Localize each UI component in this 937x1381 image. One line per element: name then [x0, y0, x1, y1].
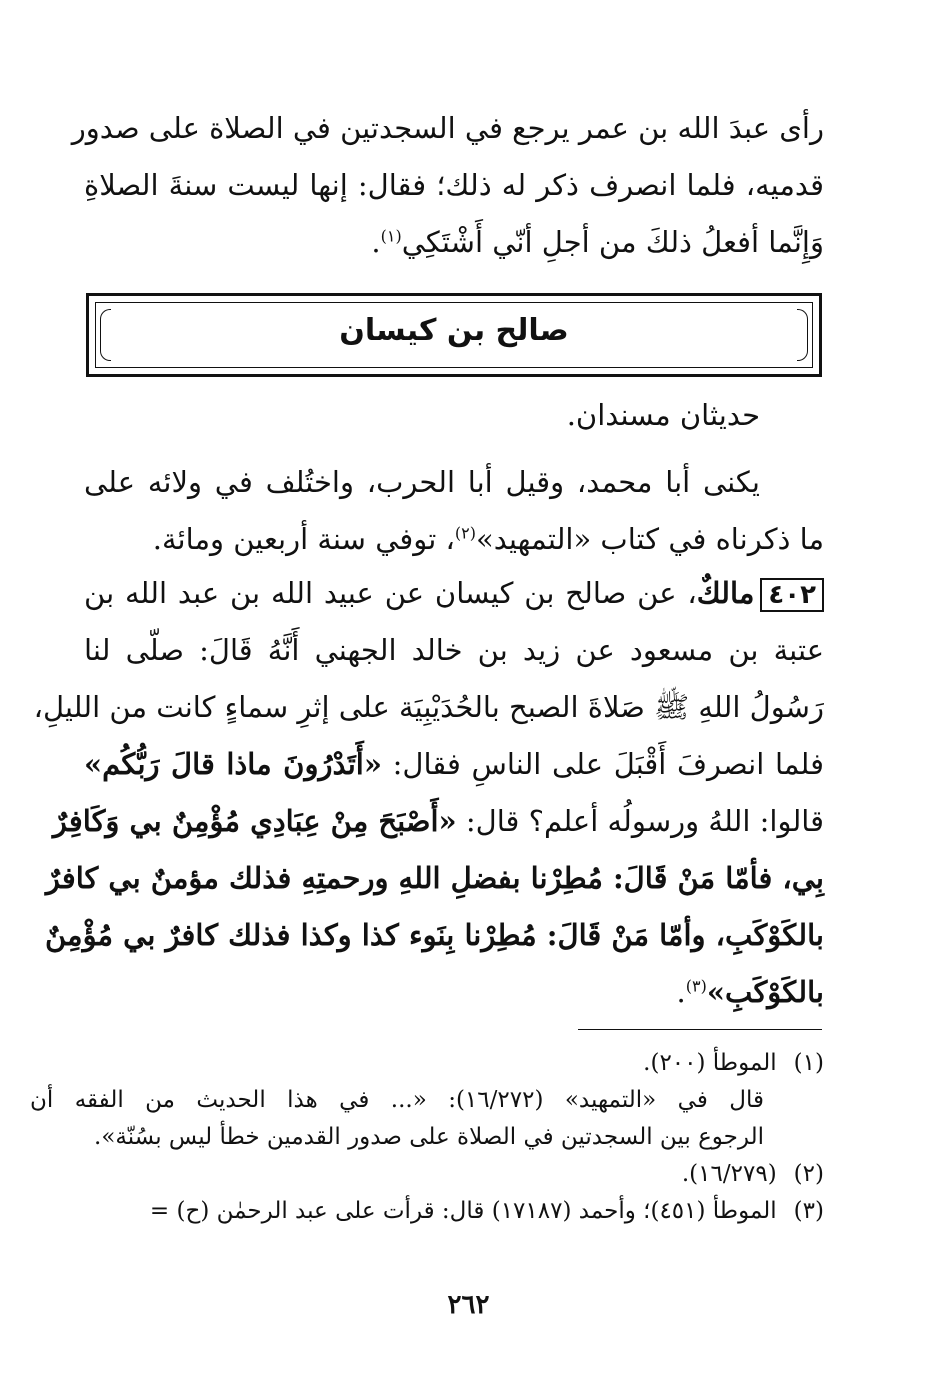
footnote-number: (١): [793, 1050, 824, 1076]
footnote-number: (٢): [793, 1161, 824, 1187]
biography: [84, 454, 824, 568]
footnote-divider: [578, 1029, 822, 1030]
text-span: ما ذكرناه في كتاب «التمهيد»: [475, 522, 824, 556]
text-line: رأى عبدَ الله بن عمر يرجع في السجدتين في الصلاة على صدور: [71, 111, 824, 145]
text-line: [84, 565, 824, 622]
text-line: [84, 964, 824, 1021]
footnote-ref[interactable]: (١): [380, 226, 402, 246]
narrator: مالكٌ: [696, 576, 755, 610]
footnote-3: [30, 1193, 824, 1230]
text-line: بِي، فأمّا مَنْ قَالَ: مُطِرْنا بفضلِ اللهِ ورحمتِهِ فذلك مؤمنٌ بي كافرٌ: [45, 861, 824, 895]
text-line: [84, 511, 824, 568]
hadith: [33, 565, 825, 1021]
quote: «أَتَدْرُونَ ماذا قالَ رَبُّكُم»: [84, 747, 382, 781]
footnotes: [30, 1045, 824, 1230]
text-line: [84, 214, 824, 271]
footnote-1-continued: الرجوع بين السجدتين في الصلاة على صدور القدمين خطأ ليس بسُنّة».: [94, 1124, 764, 1150]
footnote-text: الموطأ (٤٥١)؛ وأحمد (١٧١٨٧) قال: قرأت على عبد الرحمٰن (ح) =: [149, 1198, 777, 1224]
text-span: فلما انصرفَ أَقْبَلَ على الناسِ فقال:: [392, 747, 825, 781]
footnote-text: الموطأ (٢٠٠).: [643, 1050, 777, 1076]
text-line: [52, 793, 824, 850]
footnote-2: [30, 1156, 824, 1193]
footnote-number: (٣): [793, 1198, 824, 1224]
page-number: ٢٦٢: [447, 1290, 490, 1320]
text-line: يكنى أبا محمد، وقيل أبا الحرب، واختُلف في ولائه على: [84, 465, 760, 499]
text-span: وَإِنَّما أفعلُ ذلكَ من أجلِ أنّي أَشْتَكِي: [401, 225, 824, 259]
text-line: رَسُولُ اللهِ ﷺ صَلاةَ الصبح بالحُدَيْبِيَة على إثرِ سماءٍ كانت من الليلِ،: [33, 690, 824, 724]
text-span: ، توفي سنة أربعين ومائة.: [152, 522, 455, 556]
section-title: صالح بن كيسان: [339, 313, 569, 348]
footnote-text: (١٦/٢٧٩).: [681, 1161, 777, 1187]
hadith-number: ٤٠٢: [760, 578, 824, 612]
footnote-1-continued: قال في «التمهيد» (١٦/٢٧٢): «... في هذا الحديث من الفقه أن: [30, 1087, 764, 1113]
intro: [84, 387, 824, 444]
text-line: عتبة بن مسعود عن زيد بن خالد الجهني أَنَّهُ قَالَ: صلّى لنا: [84, 633, 824, 667]
text-span: بالكَوْكَبِ»: [706, 975, 824, 1009]
text-span: ، عن صالح بن كيسان عن عبيد الله بن عبد الله بن: [84, 576, 697, 610]
intro-line: حديثان مسندان.: [566, 398, 760, 432]
text-span: .: [371, 225, 381, 259]
top-paragraph: [71, 100, 824, 271]
quote: «أَصْبَحَ مِنْ عِبَادِي مُؤْمِنٌ بي وَكَافِرٌ: [52, 804, 457, 838]
text-line: بالكَوْكَبِ، وأمّا مَنْ قَالَ: مُطِرْنا بِنَوء كذا وكذا فذلك كافرٌ بي مُؤْمِنٌ: [44, 918, 824, 952]
text-span: .: [676, 975, 686, 1009]
text-line: [84, 736, 824, 793]
footnote-ref[interactable]: (٣): [685, 976, 707, 996]
text-span: قالوا: اللهُ ورسولُه أعلم؟ قال:: [465, 804, 824, 838]
footnote-ref[interactable]: (٢): [454, 523, 476, 543]
section-title-box: [86, 293, 822, 377]
text-line: قدميه، فلما انصرف ذكر له ذلك؛ فقال: إنها ليست سنةَ الصلاةِ: [84, 168, 824, 202]
footnote-1: [30, 1045, 824, 1082]
